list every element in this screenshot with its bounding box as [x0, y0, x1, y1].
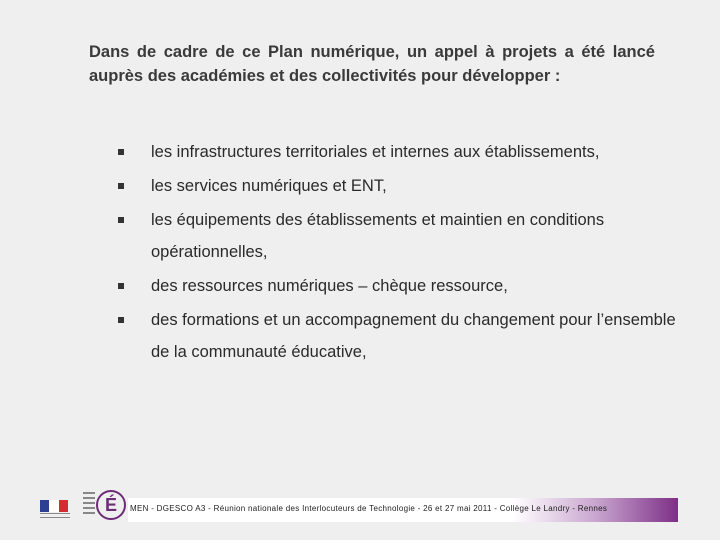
list-item [118, 136, 678, 168]
bullet-square-icon [118, 217, 124, 223]
french-flag-icon [40, 500, 68, 512]
bullet-text: les équipements des établissements et maintien en conditions opérationnelles, [151, 211, 605, 261]
bullet-list [118, 136, 678, 370]
bullet-square-icon [118, 149, 124, 155]
list-item [118, 204, 678, 268]
bullet-square-icon [118, 283, 124, 289]
footer-text: MEN - DGESCO A3 - Réunion nationale des Interlocuteurs de Technologie - 26 et 27 mai 2011 - Collège Le Landry - Rennes [130, 504, 608, 513]
list-item [118, 304, 678, 368]
bullet-text: des ressources numériques – chèque ressource, [151, 277, 508, 295]
list-item [118, 170, 678, 202]
bullet-text: les infrastructures territoriales et internes aux établissements, [151, 143, 600, 161]
bullet-text: des formations et un accompagnement du changement pour l’ensemble de la communauté éducative, [151, 311, 676, 361]
bullet-text: les services numériques et ENT, [151, 177, 387, 195]
intro-paragraph: Dans de cadre de ce Plan numérique, un appel à projets a été lancé auprès des académies et des collectivités pour développer : [89, 43, 655, 85]
bullet-square-icon [118, 183, 124, 189]
education-e-icon: É [96, 490, 126, 520]
bullet-square-icon [118, 317, 124, 323]
logo-text-lines [83, 492, 95, 520]
footer-bar [128, 498, 678, 522]
list-item [118, 270, 678, 302]
logo-subtitle-lines [40, 513, 70, 518]
ministry-logo [40, 490, 128, 524]
